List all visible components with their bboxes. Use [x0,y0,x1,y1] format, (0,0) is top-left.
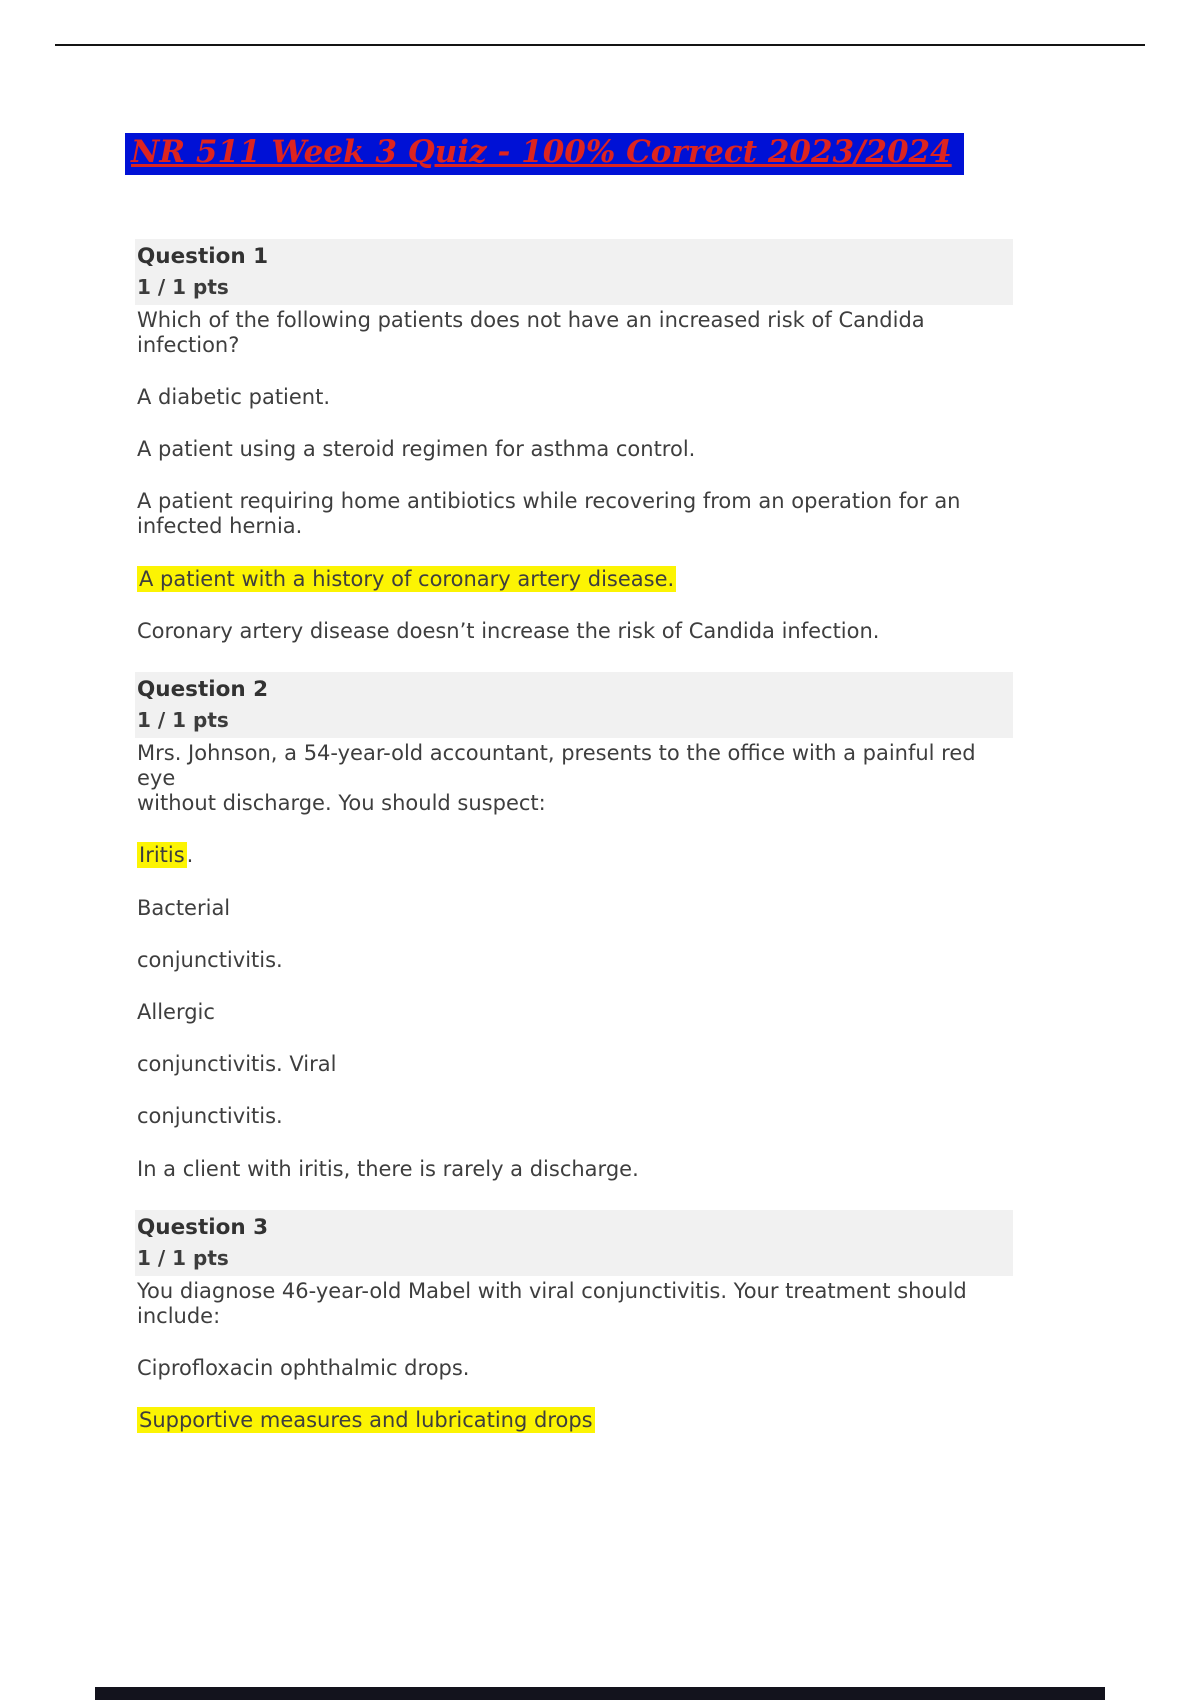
question-3-title: Question 3 [137,1214,269,1240]
document-title-text: NR 511 Week 3 Quiz - 100% Correct 2023/2024 [125,133,964,175]
question-1-title: Question 1 [137,243,269,269]
question-2-stem-line-1: Mrs. Johnson, a 54-year-old accountant, presents to the office with a painful red eye [137,740,976,791]
question-1-option-2: A patient using a steroid regimen for asthma control. [137,437,696,462]
question-3-points: 1 / 1 pts [137,1245,229,1270]
question-2-correct-answer [137,843,1013,868]
question-2-stem [137,741,1013,817]
question-1-points: 1 / 1 pts [137,274,229,299]
document-content [131,0,1013,1433]
question-3-stem: You diagnose 46-year-old Mabel with viral conjunctivitis. Your treatment should include: [137,1278,967,1328]
question-1-answer-highlight: A patient with a history of coronary artery disease. [139,566,675,591]
question-1-correct-answer [137,567,1013,592]
question-2-option-4: Allergic [137,1000,215,1025]
question-2-title: Question 2 [137,677,269,703]
question-3-answer-highlight: Supportive measures and lubricating drops [139,1408,593,1433]
question-1-stem: Which of the following patients does not have an increased risk of Candida infection? [137,307,925,357]
question-2-stem-line-2: without discharge. You should suspect: [137,791,546,816]
question-2-option-3: conjunctivitis. [137,947,283,972]
question-2-feedback: In a client with iritis, there is rarely a discharge. [137,1156,639,1181]
question-2-option-6: conjunctivitis. [137,1104,283,1129]
question-1-option-3: A patient requiring home antibiotics while recovering from an operation for an infected hernia. [137,489,961,539]
document-title [125,132,1013,175]
question-3-option-1: Ciprofloxacin ophthalmic drops. [137,1356,470,1381]
question-2-answer-suffix: . [186,843,194,868]
question-3-correct-answer [137,1408,1013,1433]
question-2-option-2: Bacterial [137,895,231,920]
question-3-header [135,1210,1013,1276]
question-2-points: 1 / 1 pts [137,707,229,732]
footer-bar [95,1687,1105,1700]
question-1-option-1: A diabetic patient. [137,384,331,409]
question-2-option-5: conjunctivitis. Viral [137,1052,337,1077]
question-1-header [135,239,1013,305]
question-3-section [135,1210,1013,1434]
question-2-section [135,672,1013,1182]
question-2-answer-highlight: Iritis [139,843,185,868]
question-2-header [135,672,1013,738]
question-1-section [135,239,1013,644]
question-1-feedback: Coronary artery disease doesn’t increase the risk of Candida infection. [137,618,880,643]
